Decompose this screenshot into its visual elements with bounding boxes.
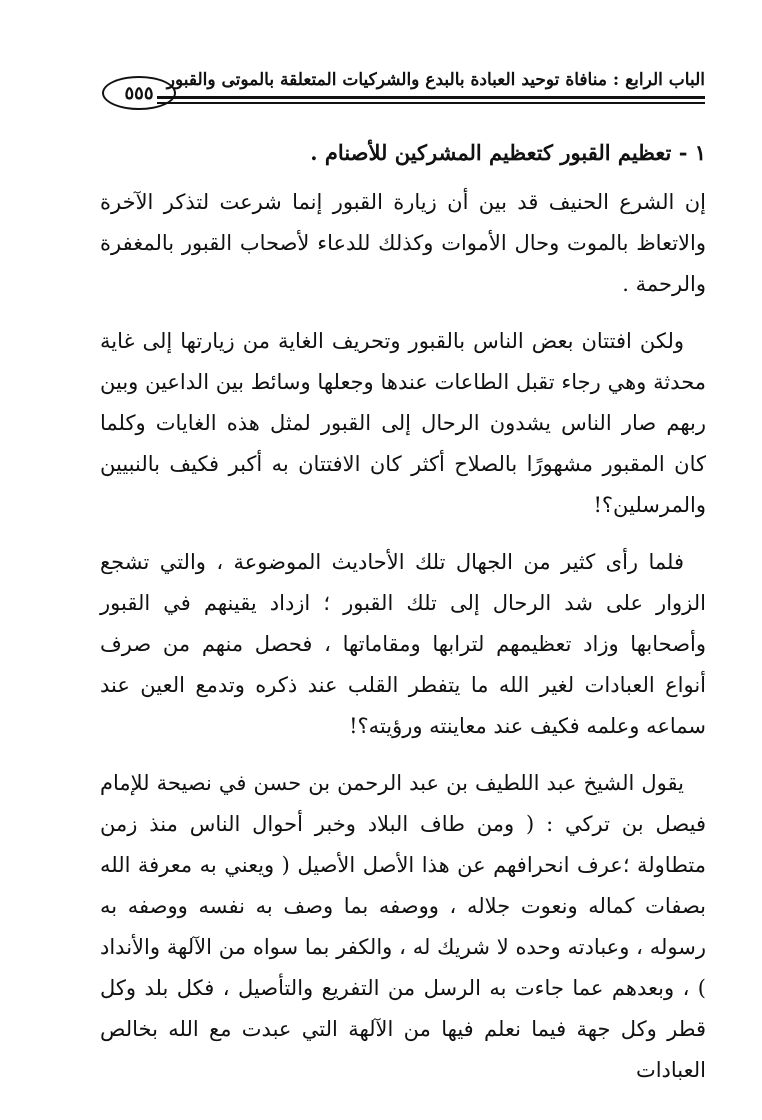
page-body xyxy=(100,138,706,1107)
header-rule-thick xyxy=(157,96,705,99)
header-rule-thin xyxy=(157,102,705,104)
running-header xyxy=(100,68,705,118)
paragraph-2: ولكن افتتان بعض الناس بالقبور وتحريف الغاية من زيارتها إلى غاية محدثة وهي رجاء تقبل الطاعات عندها وجعلها وسائط بين الداعين وبين ربهم صار الناس يشدون الرحال إلى القبور لمثل هذه الغايات وكلما كان المقبور مشهورًا بالصلاح أكثر كان الافتتان به أكبر فكيف بالنبيين والمرسلين؟! xyxy=(100,329,706,517)
chapter-title: منافاة توحيد العبادة بالبدع والشركيات المتعلقة بالموتى والقبور xyxy=(166,70,607,90)
chapter-label: الباب الرابع : xyxy=(612,70,705,90)
paragraph-4: يقول الشيخ عبد اللطيف بن عبد الرحمن بن حسن في نصيحة للإمام فيصل بن تركي : ( ومن طاف البلاد وخبر أحوال الناس منذ زمن متطاولة ؛عرف انحرافهم عن هذا الأصل الأصيل ( ويعني به معرفة الله بصفات كماله ونعوت جلاله ، ووصفه بما وصف به نفسه ووصفه به رسوله ، وعبادته وحده لا شريك له ، والكفر بما سواه من الآلهة والأنداد ) ، وبعدهم عما جاءت به الرسل من التفريع والتأصيل ، فكل بلد وكل قطر وكل جهة فيما نعلم فيها من الآلهة التي عبدت مع الله بخالص العبادات xyxy=(100,771,706,1082)
section-heading: ١ - تعظيم القبور كتعظيم المشركين للأصنام . xyxy=(310,140,706,165)
paragraph-1: إن الشرع الحنيف قد بين أن زيارة القبور إنما شرعت لتذكر الآخرة والاتعاظ بالموت وحال الأموات وكذلك للدعاء لأصحاب القبور بالمغفرة والرحمة . xyxy=(100,190,706,296)
page-number: ٥٥٥ xyxy=(102,76,176,110)
paragraph-3: فلما رأى كثير من الجهال تلك الأحاديث الموضوعة ، والتي تشجع الزوار على شد الرحال إلى تلك القبور ؛ ازداد يقينهم في القبور وأصحابها وزاد تعظيمهم لترابها ومقاماتها ، فحصل منهم من صرف أنواع العبادات لغير الله ما يتفطر القلب عند ذكره وتدمع العين عند سماعه وعلمه فكيف عند معاينته ورؤيته؟! xyxy=(100,550,706,738)
header-title xyxy=(145,70,705,90)
